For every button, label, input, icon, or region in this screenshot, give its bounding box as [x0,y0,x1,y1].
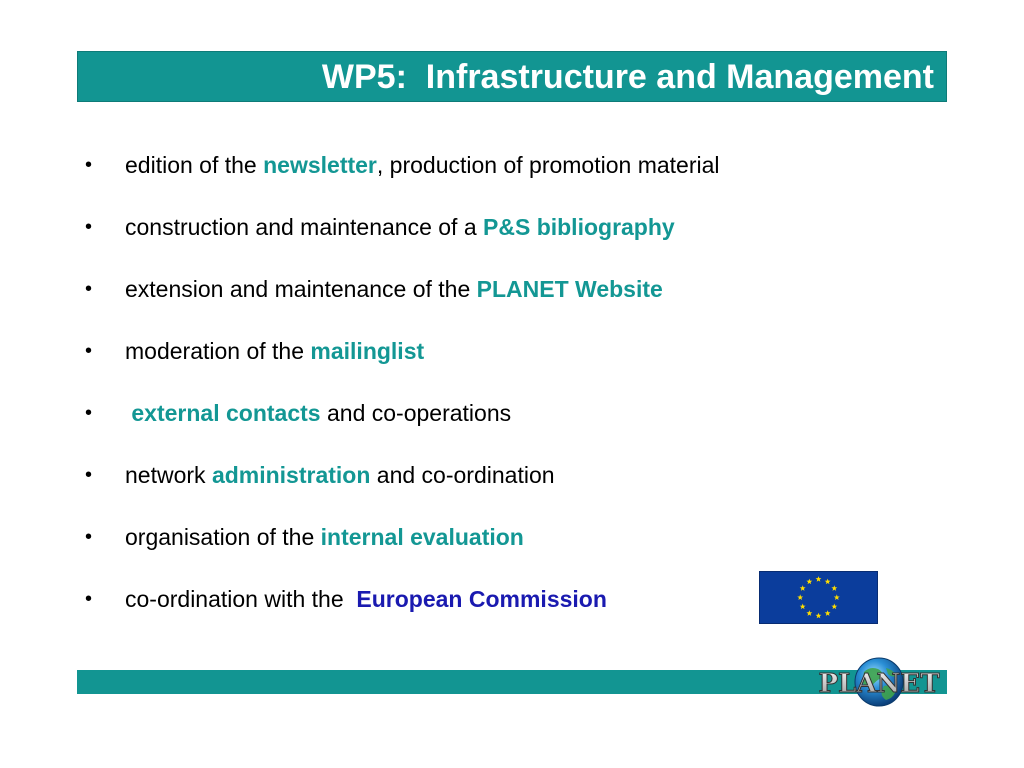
bullet-item [85,146,720,208]
flag-star-icon [800,585,806,591]
slide-title: WP5: Infrastructure and Management [321,58,934,96]
bullet-text-plain: moderation of the [125,338,311,364]
bullet-icon: • [85,588,93,610]
bullet-text-plain: organisation of the [125,524,321,550]
bullet-text [125,518,524,556]
bullet-item [85,394,512,456]
flag-star-icon [816,613,822,619]
bullet-text-plain: co-ordination with the [125,586,357,612]
bullet-icon: • [85,216,93,238]
planet-logo-text: PLANET [818,669,940,699]
bullet-text [125,208,675,246]
bullet-highlight: newsletter [263,152,377,178]
bullet-highlight: P&S bibliography [483,214,675,240]
bullet-text-plain: extension and maintenance of the [125,276,477,302]
bullet-highlight: PLANET Website [476,276,663,302]
bullet-icon: • [85,278,93,300]
bullet-text-plain: and co-operations [320,400,512,426]
bullet-highlight: internal evaluation [320,524,524,550]
eu-flag-graphic [760,572,877,623]
bullet-icon: • [85,154,93,176]
planet-logo-graphic [806,656,952,712]
flag-star-icon [831,604,837,610]
flag-star-icon [806,579,812,585]
bullet-item [85,270,663,332]
bullet-list [85,146,720,642]
flag-star-icon [825,579,831,585]
bullet-highlight: external contacts [131,400,321,426]
flag-star-icon [831,585,837,591]
flag-star-icon [816,576,822,582]
eu-flag-icon [759,571,878,624]
flag-star-icon [825,610,831,616]
bullet-text-plain: network [125,462,212,488]
bullet-item [85,580,607,642]
bullet-highlight: mailinglist [310,338,425,364]
bullet-text-plain: and co-ordination [370,462,555,488]
bullet-text [125,270,663,308]
bullet-text [125,580,607,618]
flag-star-icon [806,610,812,616]
bullet-icon: • [85,464,93,486]
bullet-text-plain: edition of the [125,152,264,178]
bullet-text [125,456,555,494]
bullet-icon: • [85,526,93,548]
bullet-item [85,456,555,518]
bullet-item [85,518,524,580]
bullet-text [125,146,720,184]
flag-star-icon [834,594,840,600]
bullet-text [125,394,511,432]
bullet-highlight: European Commission [356,586,607,612]
bullet-item [85,332,425,394]
bullet-highlight: administration [211,462,371,488]
bullet-text-plain: , production of promotion material [376,152,720,178]
bullet-text [125,332,424,370]
bullet-icon: • [85,402,93,424]
planet-logo [806,656,952,712]
flag-star-icon [797,594,803,600]
bullet-icon: • [85,340,93,362]
flag-star-icon [800,604,806,610]
title-bar [77,51,947,102]
bullet-item [85,208,675,270]
bullet-text-plain: construction and maintenance of a [125,214,484,240]
